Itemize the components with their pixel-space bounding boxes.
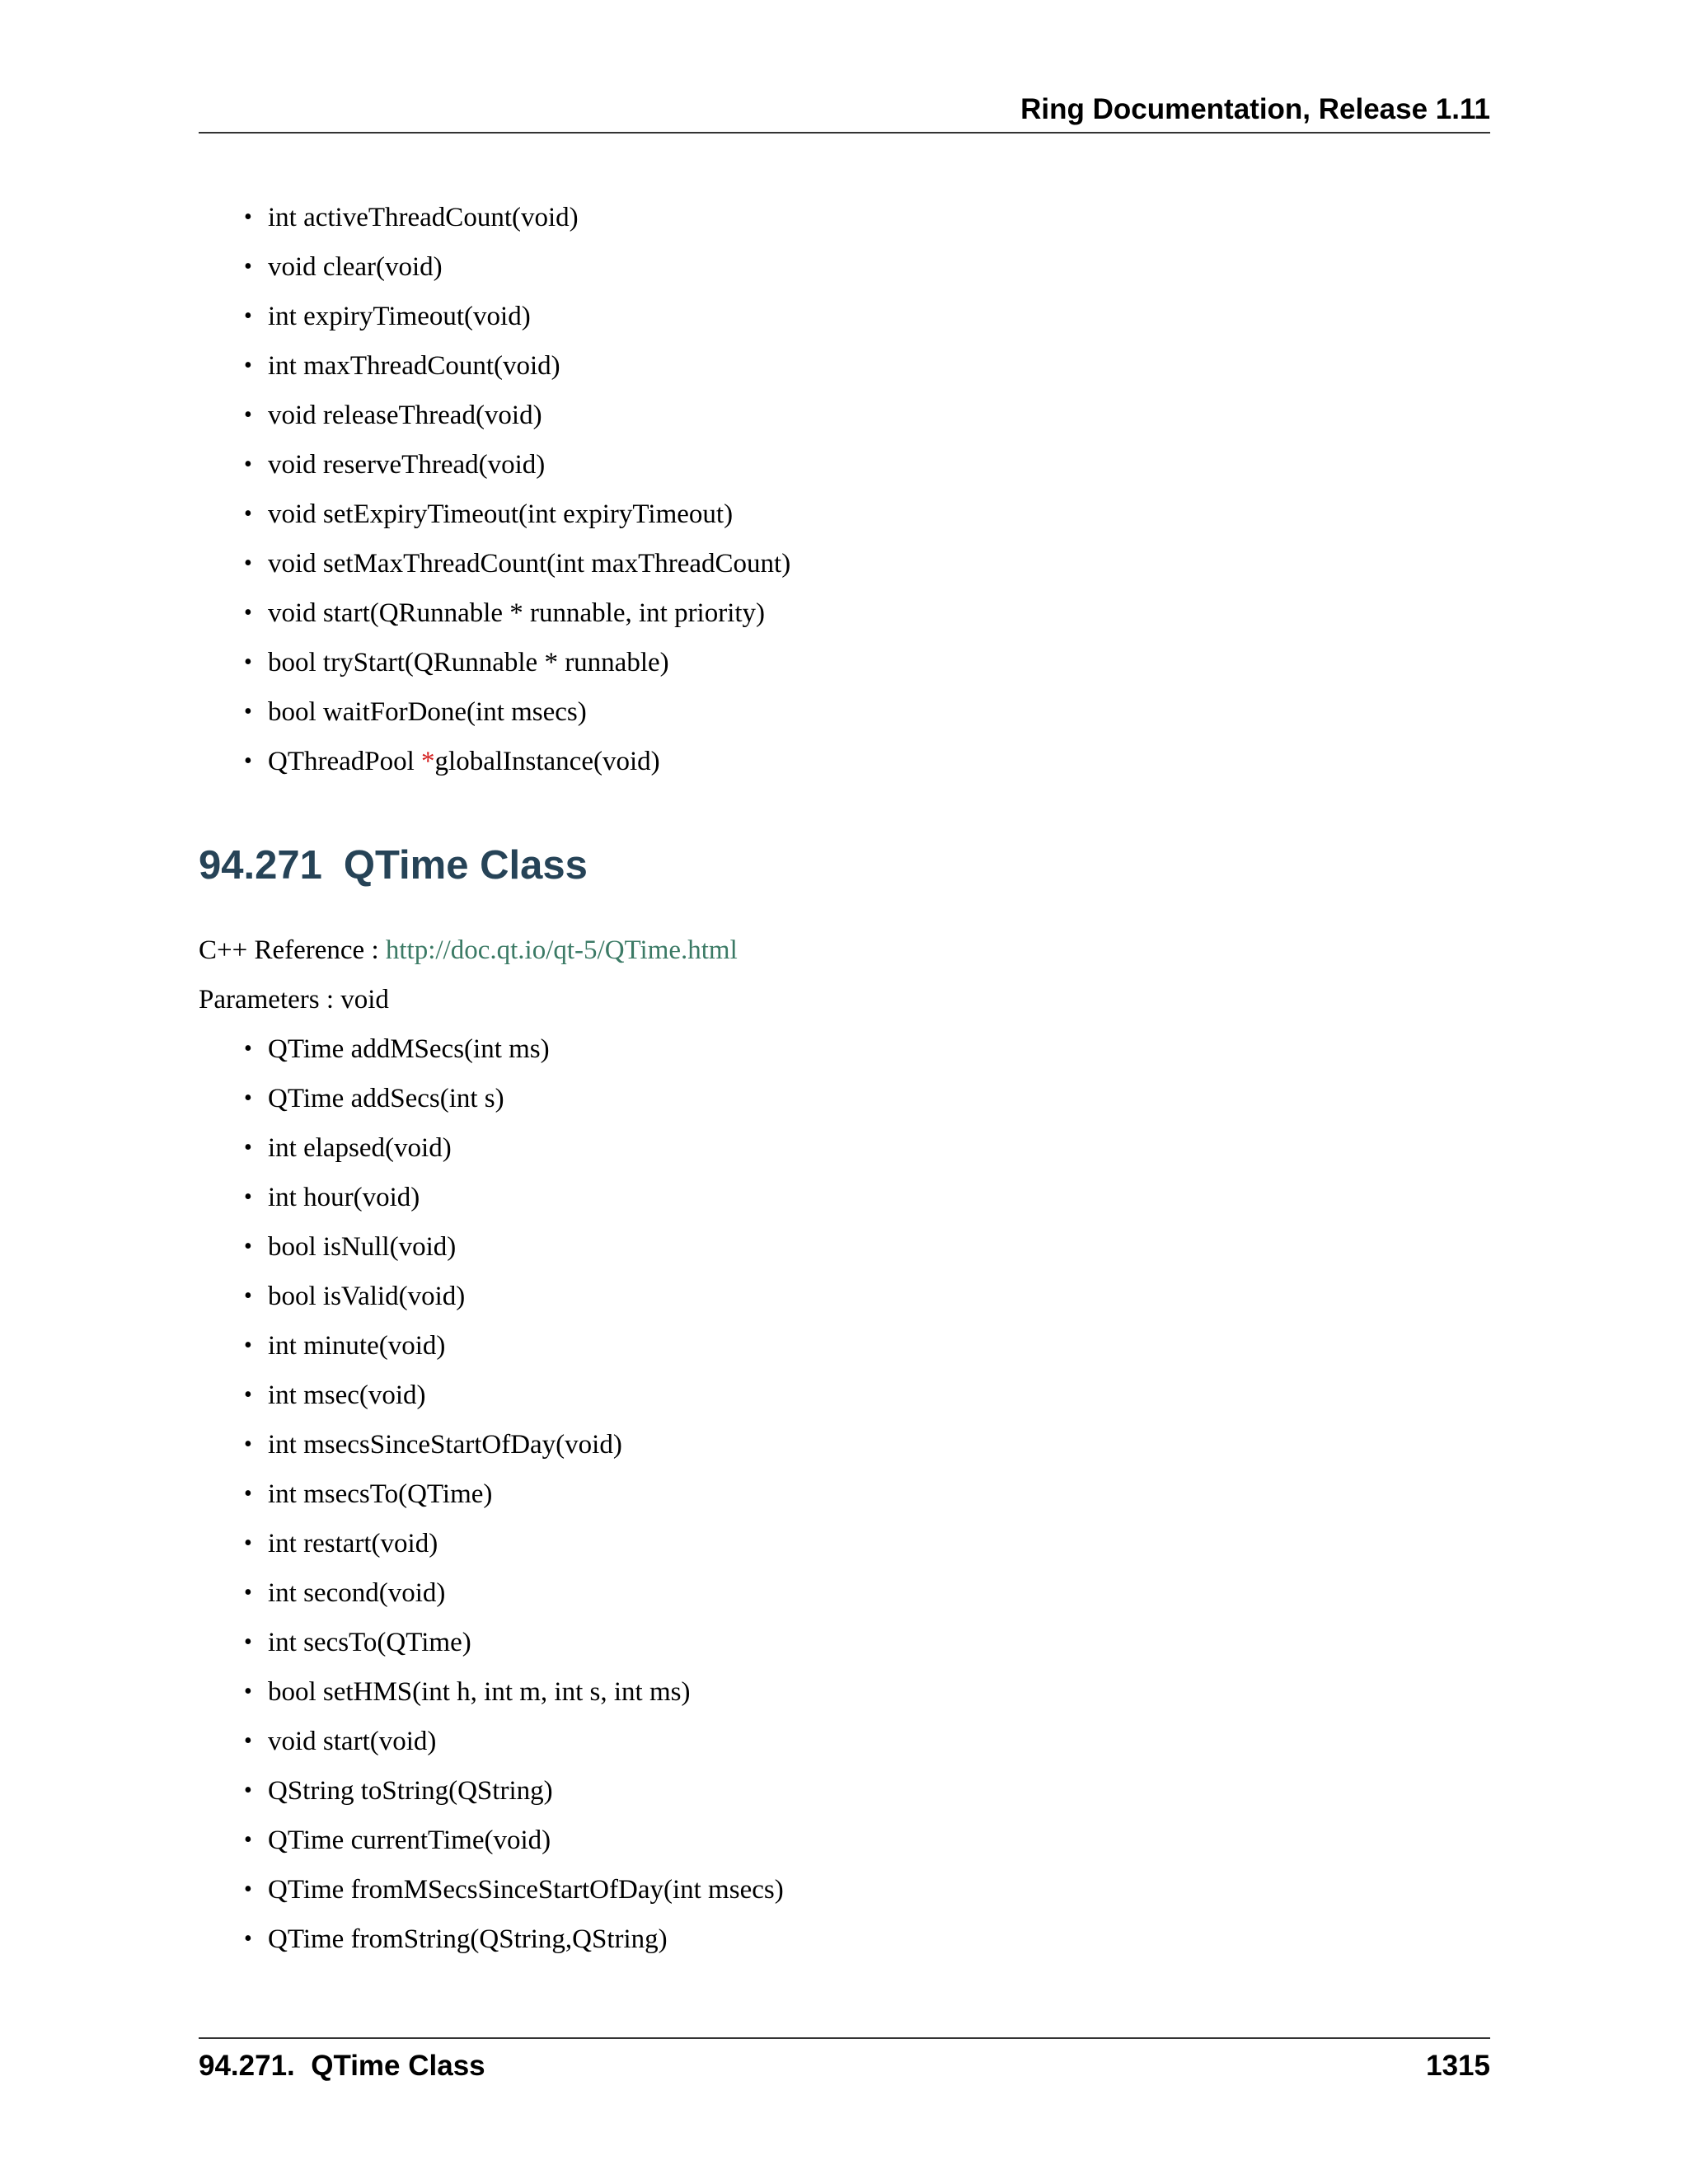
- bullet-icon: •: [244, 1530, 252, 1556]
- list-item: [244, 440, 790, 490]
- list-item: [244, 1915, 784, 1964]
- method-signature: int msec(void): [268, 1380, 426, 1410]
- list-item: [244, 687, 790, 737]
- footer-section-title: 94.271. QTime Class: [199, 2050, 485, 2082]
- method-name: globalInstance(void): [434, 747, 660, 776]
- method-signature: void start(QRunnable * runnable, int priority): [268, 598, 766, 628]
- bullet-icon: •: [244, 1283, 252, 1309]
- method-signature: int msecsTo(QTime): [268, 1479, 493, 1509]
- bullet-icon: •: [244, 254, 252, 279]
- bullet-icon: •: [244, 353, 252, 378]
- list-item: [244, 1766, 784, 1816]
- list-item: [244, 737, 790, 786]
- method-signature: int maxThreadCount(void): [268, 351, 560, 381]
- list-item: [244, 1816, 784, 1865]
- list-item: [244, 1717, 784, 1766]
- method-signature: void start(void): [268, 1727, 437, 1756]
- reference-label: C++ Reference :: [199, 935, 386, 965]
- bullet-icon: •: [244, 1234, 252, 1259]
- bullet-icon: •: [244, 452, 252, 477]
- section-title: QTime Class: [343, 843, 588, 888]
- bullet-icon: •: [244, 551, 252, 576]
- bullet-icon: •: [244, 204, 252, 230]
- method-signature: int restart(void): [268, 1529, 438, 1558]
- method-signature: int second(void): [268, 1578, 446, 1608]
- bullet-icon: •: [244, 402, 252, 428]
- method-signature: QString toString(QString): [268, 1776, 553, 1806]
- list-item: [244, 341, 790, 391]
- bullet-icon: •: [244, 1481, 252, 1507]
- method-signature: bool setHMS(int h, int m, int s, int ms): [268, 1677, 691, 1707]
- method-signature: QTime currentTime(void): [268, 1825, 551, 1855]
- method-signature: QTime addMSecs(int ms): [268, 1034, 550, 1064]
- list-item: [244, 1321, 784, 1371]
- bullet-icon: •: [244, 1184, 252, 1210]
- bullet-icon: •: [244, 1926, 252, 1952]
- method-signature: int minute(void): [268, 1331, 446, 1361]
- bullet-icon: •: [244, 1778, 252, 1803]
- page-header: [199, 92, 1490, 134]
- list-item: [244, 539, 790, 588]
- document-title: Ring Documentation, Release 1.11: [1020, 93, 1490, 125]
- page-footer: [199, 2037, 1490, 2085]
- bullet-icon: •: [244, 1629, 252, 1655]
- bullet-icon: •: [244, 649, 252, 675]
- method-signature: void clear(void): [268, 252, 443, 282]
- list-item: [244, 588, 790, 638]
- method-signature: QTime fromString(QString,QString): [268, 1924, 668, 1954]
- bullet-icon: •: [244, 1728, 252, 1754]
- method-signature: bool isNull(void): [268, 1232, 457, 1262]
- bullet-icon: •: [244, 1580, 252, 1605]
- list-item: [244, 1173, 784, 1222]
- list-item: [244, 1074, 784, 1123]
- method-signature: bool tryStart(QRunnable * runnable): [268, 648, 669, 677]
- list-item: [244, 1420, 784, 1469]
- bullet-icon: •: [244, 1432, 252, 1457]
- list-item: [244, 193, 790, 242]
- method-signature: void reserveThread(void): [268, 450, 546, 480]
- bullet-icon: •: [244, 1333, 252, 1358]
- bullet-icon: •: [244, 1877, 252, 1902]
- method-signature: bool isValid(void): [268, 1282, 466, 1311]
- method-signature: void releaseThread(void): [268, 401, 542, 430]
- list-item: [244, 1618, 784, 1667]
- reference-link[interactable]: http://doc.qt.io/qt-5/QTime.html: [385, 935, 738, 965]
- list-item: [244, 1568, 784, 1618]
- list-item: [244, 1519, 784, 1568]
- bullet-icon: •: [244, 1135, 252, 1160]
- method-signature: int expiryTimeout(void): [268, 302, 531, 331]
- list-item: [244, 1024, 784, 1074]
- bullet-icon: •: [244, 699, 252, 724]
- list-item: [244, 1865, 784, 1915]
- list-item: [244, 1272, 784, 1321]
- list-item: [244, 1667, 784, 1717]
- bullet-icon: •: [244, 1827, 252, 1853]
- bullet-icon: •: [244, 748, 252, 774]
- parameters-line: Parameters : void: [199, 985, 389, 1015]
- qthreadpool-method-list: [244, 193, 790, 786]
- bullet-icon: •: [244, 501, 252, 527]
- list-item: [244, 242, 790, 292]
- method-signature: QTime fromMSecsSinceStartOfDay(int msecs): [268, 1875, 784, 1905]
- page-number: 1315: [1426, 2050, 1490, 2082]
- method-signature: int elapsed(void): [268, 1133, 452, 1163]
- cpp-reference-line: [199, 926, 738, 975]
- bullet-icon: •: [244, 1085, 252, 1111]
- method-signature: bool waitForDone(int msecs): [268, 697, 587, 727]
- method-return-type: QThreadPool: [268, 747, 422, 776]
- method-signature: int activeThreadCount(void): [268, 203, 579, 232]
- bullet-icon: •: [244, 600, 252, 626]
- list-item: [244, 292, 790, 341]
- list-item: [244, 638, 790, 687]
- list-item: [244, 490, 790, 539]
- list-item: [244, 1123, 784, 1173]
- pointer-asterisk: *: [421, 747, 435, 776]
- section-number: 94.271: [199, 843, 322, 888]
- bullet-icon: •: [244, 1036, 252, 1062]
- method-signature: QTime addSecs(int s): [268, 1084, 504, 1113]
- list-item: [244, 1222, 784, 1272]
- method-signature: void setMaxThreadCount(int maxThreadCount): [268, 549, 791, 579]
- method-signature: int msecsSinceStartOfDay(void): [268, 1430, 622, 1460]
- bullet-icon: •: [244, 303, 252, 329]
- bullet-icon: •: [244, 1679, 252, 1704]
- list-item: [244, 1371, 784, 1420]
- qtime-method-list: [244, 1024, 784, 1964]
- list-item: [244, 1469, 784, 1519]
- method-signature: void setExpiryTimeout(int expiryTimeout): [268, 499, 734, 529]
- list-item: [244, 391, 790, 440]
- bullet-icon: •: [244, 1382, 252, 1408]
- section-heading: [199, 834, 588, 897]
- method-signature: int secsTo(QTime): [268, 1628, 471, 1657]
- method-signature: int hour(void): [268, 1183, 420, 1212]
